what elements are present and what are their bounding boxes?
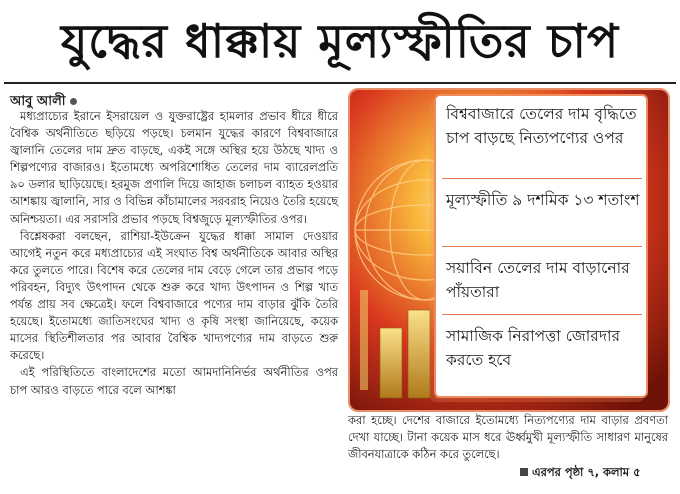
headline: যুদ্ধের ধাক্কায় মূল্যস্ফীতির চাপ bbox=[60, 14, 620, 68]
paragraph-2: বিশ্লেষকরা বলছেন, রাশিয়া-ইউক্রেন যুদ্ধের ধাক্কা সামাল দেওয়ার আগেই নতুন করে মধ্যপ্রাচ্যের এই সংঘাত বিশ্ব অর্থনীতিকে আবার অস্থির করে তুলতে পারে। বিশেষ করে তেলের দাম বেড়ে গেলে তার প্রভাব পড়ে পরিবহন, বিদ্যুৎ উৎপাদন থেকে শুরু করে খাদ্য উৎপাদন ও শিল্প খাত পর্যন্ত প্রায় সব ক্ষেত্রেই। ফলে বিশ্ববাজারে পণ্যের দাম বাড়ার ঝুঁকি তৈরি হয়েছে। ইতোমধ্যে জাতিসংঘের খাদ্য ও কৃষি সংস্থা জানিয়েছে, কয়েক মাসের স্থিতিশীলতার পর আবার বৈশ্বিক খাদ্যপণ্যের দাম বাড়তে শুরু করেছে। bbox=[10, 228, 338, 363]
article-column-left bbox=[10, 108, 338, 399]
continued-note bbox=[520, 464, 640, 483]
article-column-right bbox=[348, 412, 668, 463]
paragraph-continued: করা হচ্ছে। দেশের বাজারে ইতোমধ্যে নিত্যপণ্যের দাম বাড়ার প্রবণতা দেখা যাচ্ছে। টানা কয়েক মাস ধরে ঊর্ধ্বমুখী মূল্যস্ফীতি সাধারণ মানুষের জীবনযাত্রাকে কঠিন করে তুলেছে। bbox=[348, 413, 668, 462]
highlight-divider-1 bbox=[442, 178, 642, 179]
highlight-1: বিশ্ববাজারে তেলের দাম বৃদ্ধিতে চাপ বাড়ছে নিত্যপণ্যের ওপর bbox=[446, 105, 637, 147]
highlight-divider-2 bbox=[442, 246, 642, 247]
byline-author: আবু আলী bbox=[10, 94, 66, 109]
highlight-3: সয়াবিন তেলের দাম বাড়ানোর পাঁয়তারা bbox=[446, 259, 630, 301]
highlight-divider-3 bbox=[442, 314, 642, 315]
paragraph-3: এই পরিস্থিতিতে বাংলাদেশের মতো আমদানিনির্ভর অর্থনীতির ওপর চাপ আরও বাড়তে পারে বলে আশঙ্কা bbox=[10, 365, 338, 397]
headline-rule bbox=[4, 82, 676, 84]
paragraph-1: মধ্যপ্রাচ্যের ইরানে ইসরায়েল ও যুক্তরাষ্ট্রের হামলার প্রভাব ধীরে ধীরে বৈশ্বিক অর্থনীতিতে ছড়িয়ে পড়ছে। চলমান যুদ্ধের কারণে বিশ্ববাজারে জ্বালানি তেলের দাম দ্রুত বাড়ছে, একই সঙ্গে অস্থির হয়ে উঠছে খাদ্য ও শিল্পপণ্যের বাজারও। ইতোমধ্যে অপরিশোধিত তেলের দাম ব্যারেলপ্রতি ৯০ ডলার ছাড়িয়েছে। হরমুজ প্রণালি দিয়ে জাহাজ চলাচল ব্যাহত হওয়ার আশঙ্কায় জ্বালানি, সার ও বিভিন্ন কাঁচামালের সরবরাহ নিয়েও তৈরি হয়েছে অনিশ্চয়তা। এর সরাসরি প্রভাব পড়ছে বিশ্বজুড়ে মূল্যস্ফীতির ওপর। bbox=[10, 109, 338, 226]
highlights-box bbox=[434, 94, 648, 398]
highlight-2: মূল্যস্ফীতি ৯ দশমিক ১৩ শতাংশ bbox=[446, 191, 640, 209]
continued-text: এরপর পৃষ্ঠা ৭, কলাম ৫ bbox=[532, 465, 641, 479]
highlight-4: সামাজিক নিরাপত্তা জোরদার করতে হবে bbox=[446, 327, 620, 369]
square-bullet-icon bbox=[520, 468, 528, 476]
byline-dot-icon bbox=[70, 98, 77, 105]
